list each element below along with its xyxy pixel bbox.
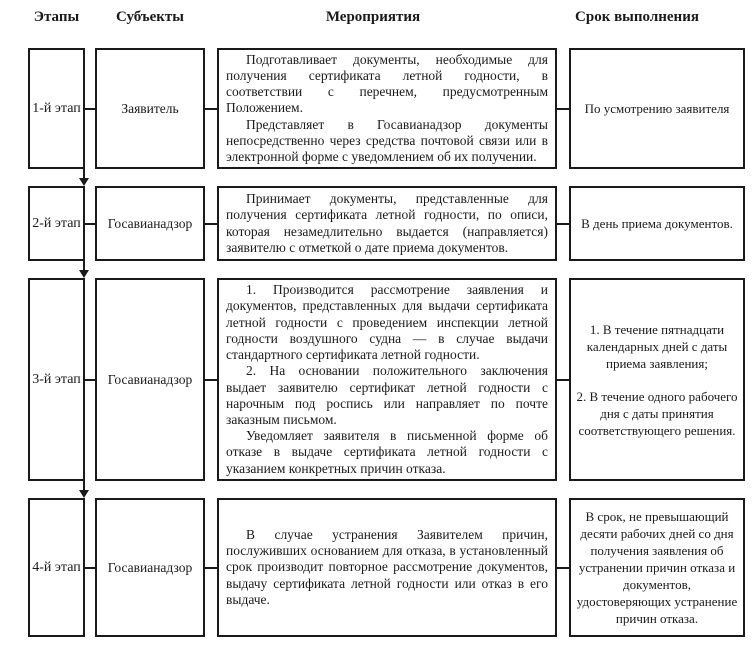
connector-line — [557, 108, 569, 110]
flow-arrow-2-3 — [28, 261, 745, 278]
stage-1-box: 1-й этап — [28, 48, 85, 169]
connector-line — [85, 108, 95, 110]
activities-paragraph: В случае устранения Заявителем причин, послуживших основанием для отказа, в установленный срок производит повторное рассмотрение документов, выдачу сертификата летной годности или отказ в его выдаче. — [226, 526, 548, 607]
stage-row-1 — [28, 48, 745, 169]
flow-arrow-3-4 — [28, 481, 745, 498]
connector-line — [205, 379, 217, 381]
deadline-paragraph: По усмотрению заявителя — [584, 101, 730, 116]
header-subjects: Субъекты — [115, 9, 184, 25]
activities-paragraph: Представляет в Госавианадзор документы непосредственно через средства почтовой связи или в электронной форме с уведомлением об их получении. — [226, 116, 548, 165]
deadline-4-box — [569, 498, 745, 637]
flow-arrow-1-2 — [28, 169, 745, 186]
deadline-paragraph: 1. В течение пятнадцати календарных дней с даты приема заявления; — [586, 321, 728, 371]
stage-2-box: 2-й этап — [28, 186, 85, 261]
header-activities: Мероприятия — [325, 9, 421, 25]
activities-paragraph: Уведомляет заявителя в письменной форме об отказе в выдаче сертификата летной годности с указанием конкретных причин отказа. — [226, 428, 548, 476]
subject-3-box: Госавианадзор — [95, 278, 205, 481]
header-deadline: Срок выполнения — [575, 9, 699, 25]
arrow-down-icon — [79, 270, 89, 278]
stage-3-box: 3-й этап — [28, 278, 85, 481]
subject-4-box: Госавианадзор — [95, 498, 205, 637]
column-headers — [28, 0, 745, 48]
deadline-1-box — [569, 48, 745, 169]
stage-row-3 — [28, 278, 745, 481]
activities-4-box — [217, 498, 557, 637]
stage-row-4 — [28, 498, 745, 637]
deadline-paragraph: В срок, не превышающий десяти рабочих дней со дня получения заявления об устранении причин отказа и документов, удостоверяющих устранение причин отказа. — [576, 509, 738, 626]
connector-line — [205, 108, 217, 110]
stage-row-2 — [28, 186, 745, 261]
connector-line — [205, 567, 217, 569]
connector-line — [85, 567, 95, 569]
stage-4-box: 4-й этап — [28, 498, 85, 637]
activities-1-box — [217, 48, 557, 169]
arrow-down-icon — [79, 178, 89, 186]
connector-line — [557, 567, 569, 569]
connector-line — [205, 223, 217, 225]
activities-paragraph: Подготавливает документы, необходимые для получения сертификата летной годности, в соответствии с перечнем, предусмотренным Положением. — [226, 51, 548, 116]
deadline-3-box — [569, 278, 745, 481]
activities-paragraph: 1. Производится рассмотрение заявления и документов, представленных для выдачи сертификата летной годности с проведением инспекции летной годности воздушного судна — в случае выдачи стандартного сертификата летной годности. — [226, 282, 548, 363]
activities-paragraph: 2. На основании положительного заключения выдает заявителю сертификат летной годности с нарочным под роспись или направляет по почте заказным письмом. — [226, 363, 548, 427]
connector-line — [85, 379, 95, 381]
deadline-paragraph: В день приема документов. — [581, 216, 733, 231]
deadline-2-box — [569, 186, 745, 261]
arrow-down-icon — [79, 490, 89, 498]
activities-3-box — [217, 278, 557, 481]
connector-line — [557, 379, 569, 381]
subject-1-box: Заявитель — [95, 48, 205, 169]
activities-2-box — [217, 186, 557, 261]
connector-line — [557, 223, 569, 225]
header-stages: Этапы — [33, 9, 80, 25]
deadline-paragraph: 2. В течение одного рабочего дня с даты принятия соответствующего решения. — [576, 388, 738, 438]
connector-line — [85, 223, 95, 225]
activities-paragraph: Принимает документы, представленные для получения сертификата летной годности, по описи, которая незамедлительно выдается (направляется) заявителю с отметкой о дате приема документов. — [226, 191, 548, 255]
subject-2-box: Госавианадзор — [95, 186, 205, 261]
